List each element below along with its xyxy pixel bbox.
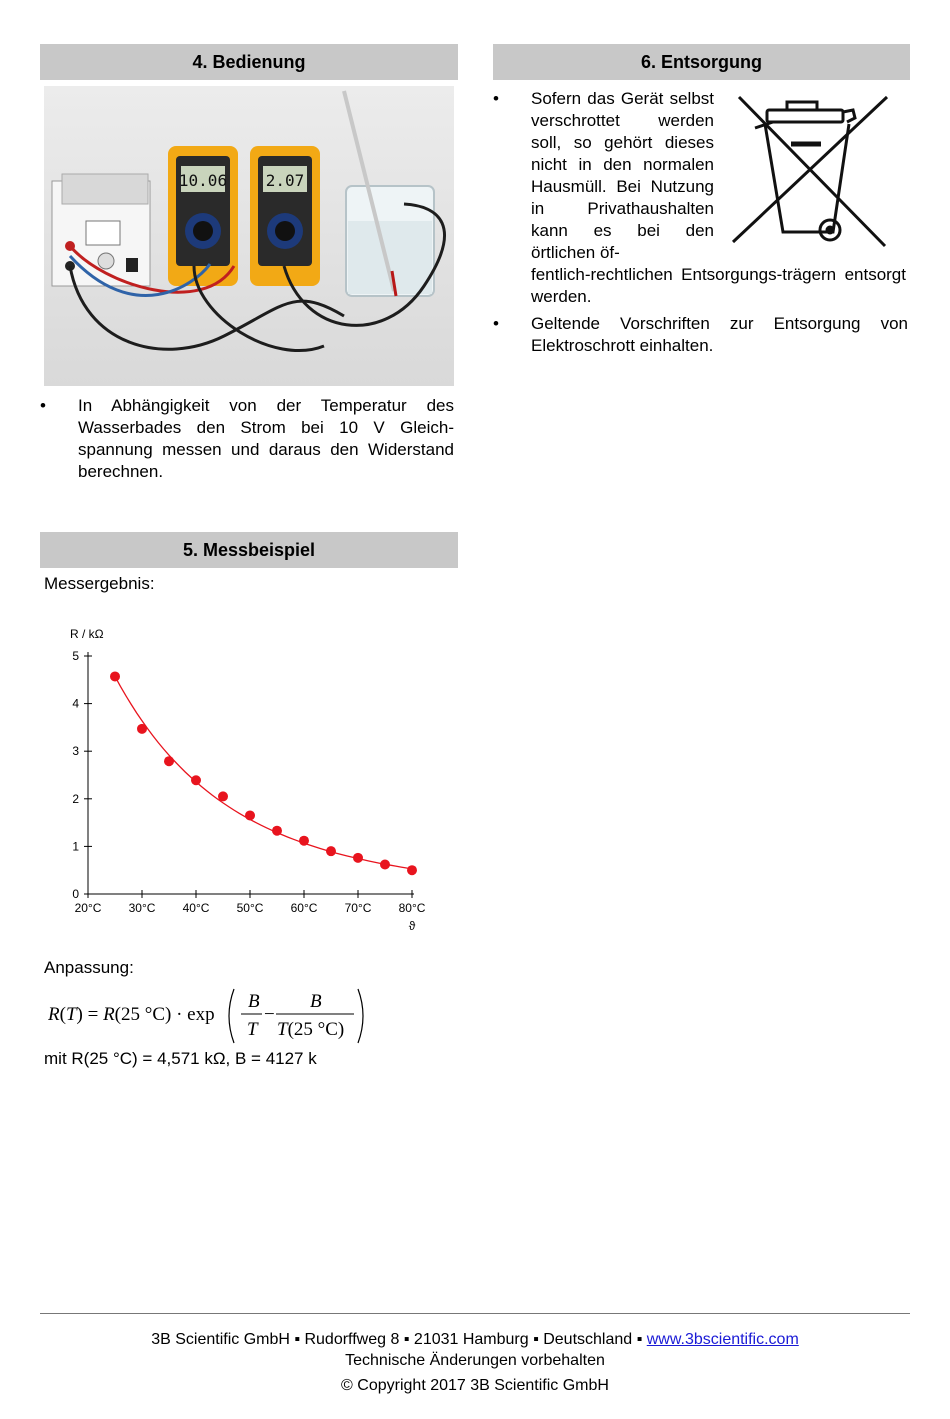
svg-text:T(25 °C): T(25 °C) <box>277 1019 345 1040</box>
section-header-messbeispiel <box>40 532 458 568</box>
chart-y-tick-label: 2 <box>72 791 79 806</box>
chart-x-tick-label: 40°C <box>182 901 210 915</box>
section-header-entsorgung <box>493 44 910 80</box>
svg-text:B: B <box>248 991 260 1012</box>
chart-y-axis-label: R / kΩ <box>70 627 104 641</box>
chart-data-point <box>191 775 201 785</box>
fit-formula <box>48 985 388 1047</box>
experiment-photo-illustration <box>44 86 454 386</box>
chart-x-tick-label: 60°C <box>290 901 318 915</box>
fit-parameters: mit R(25 °C) = 4,571 kΩ, B = 4127 k <box>44 1049 317 1068</box>
chart-x-tick-label: 70°C <box>344 901 372 915</box>
chart-data-point <box>407 865 417 875</box>
list-item-entsorgung-1 <box>493 88 908 308</box>
bullet-icon: • <box>493 89 499 108</box>
chart-data-point <box>164 756 174 766</box>
section-title: 4. Bedienung <box>192 52 306 72</box>
bullet-icon: • <box>493 314 499 333</box>
section-header-bedienung <box>40 44 458 80</box>
entsorgung-bullet1-part1: Sofern das Gerät selbst verschrottet werden soll, so gehört dieses nicht in den normalen Hausmüll. Bei Nutzung in Privathaushalten kann es bei den örtlichen öf- <box>531 89 714 262</box>
footer-copyright: © Copyright 2017 3B Scientific GmbH <box>341 1377 609 1394</box>
chart-data-point <box>272 826 282 836</box>
footer-address <box>0 1331 950 1349</box>
entsorgung-bullet1-part2: fentlich-rechtlichen Entsorgungs-trägern entsorgt werden. <box>531 265 906 306</box>
chart-data-point <box>245 810 255 820</box>
chart-fit-curve <box>115 676 412 868</box>
chart-x-tick-label: 50°C <box>236 901 264 915</box>
multimeter-left-icon <box>168 146 238 286</box>
resistance-temperature-chart <box>60 622 440 942</box>
chart-y-tick-label: 0 <box>72 887 79 901</box>
chart-y-tick-label: 1 <box>72 839 79 854</box>
chart-y-tick-label: 5 <box>72 649 79 663</box>
meter-right-display: 2.07 <box>265 171 305 190</box>
chart-data-point <box>110 671 120 681</box>
list-item-entsorgung-2 <box>493 313 908 357</box>
section-title: 5. Messbeispiel <box>182 540 316 560</box>
svg-text:T: T <box>247 1019 258 1040</box>
bullet-icon: • <box>40 396 46 415</box>
list-item-bedienung <box>40 395 454 483</box>
chart-y-tick-label: 4 <box>72 696 79 711</box>
fit-label: Anpassung: <box>44 958 134 977</box>
svg-text:B: B <box>310 991 322 1012</box>
section-title: 6. Entsorgung <box>641 52 762 72</box>
multimeter-right-icon <box>250 146 320 286</box>
footer-company: 3B Scientific GmbH ▪ Rudorffweg 8 ▪ 21031 Hamburg ▪ Deutschland ▪ <box>151 1331 643 1348</box>
entsorgung-bullet2-text: Geltende Vorschriften zur Entsorgung von Elektroschrott einhalten. <box>531 314 908 355</box>
footer-divider <box>40 1313 910 1314</box>
chart-x-axis-label: ϑ <box>408 919 416 933</box>
experiment-photo <box>44 86 454 386</box>
chart-x-tick-label: 80°C <box>398 901 426 915</box>
fit-formula-graphic <box>48 985 388 1047</box>
chart-data-point <box>353 853 363 863</box>
footer-notice: Technische Änderungen vorbehalten <box>345 1352 605 1369</box>
chart-data-point <box>218 791 228 801</box>
chart-x-tick-label: 30°C <box>128 901 156 915</box>
footer-website-link[interactable]: www.3bscientific.com <box>646 1331 799 1348</box>
chart-data-point <box>137 724 147 734</box>
chart-data-point <box>299 836 309 846</box>
svg-text:−: − <box>264 1004 275 1025</box>
chart-data-point <box>380 859 390 869</box>
chart-y-tick-label: 3 <box>72 744 79 759</box>
result-label: Messergebnis: <box>44 574 155 593</box>
meter-left-display: 10.06 <box>178 171 228 190</box>
svg-text:R(T) = R(25 °C) · exp: R(T) = R(25 °C) · exp <box>48 1004 215 1025</box>
chart-x-tick-label: 20°C <box>74 901 102 915</box>
bedienung-bullet-text: In Abhängigkeit von der Temperatur des Wasserbades den Strom bei 10 V Gleichspannung messen und daraus den Widerstand berechnen. <box>78 396 454 481</box>
chart-data-point <box>326 846 336 856</box>
